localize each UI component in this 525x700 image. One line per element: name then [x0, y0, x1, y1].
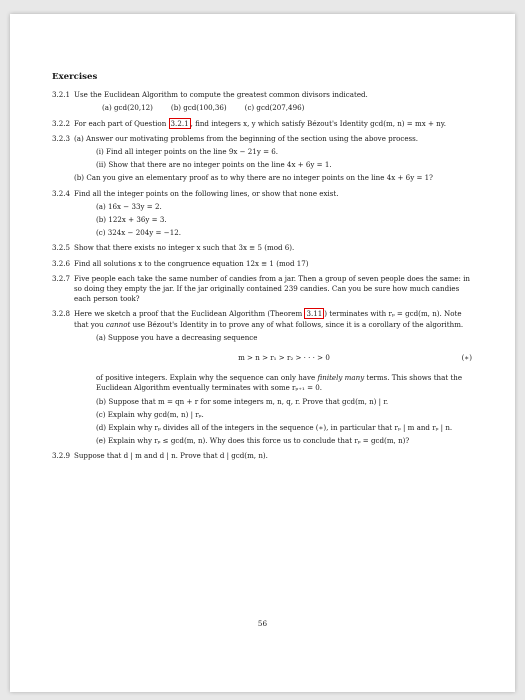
theorem-reference-link[interactable]: 3.11: [306, 309, 323, 319]
exercise-text: Use the Euclidean Algorithm to compute the greatest common divisors indicated.: [74, 90, 368, 100]
document-page: [10, 14, 515, 692]
equation: m > n > r₁ > r₂ > · · · > 0: [238, 353, 330, 363]
text-fragment: For each part of Question: [74, 118, 167, 128]
exercise-number: 3.2.9: [52, 451, 71, 461]
page-number: 56: [257, 619, 268, 628]
exercise-number: 3.2.2: [52, 118, 71, 128]
exercise-3-2-7: [52, 274, 472, 305]
exercise-text: Find all the integer points on the following lines, or show that none exist.: [74, 188, 339, 198]
text-fragment: , find integers x, y which satisfy Bézout's Identity gcd(m, n) = mx + ny.: [190, 118, 447, 128]
question-reference-link[interactable]: 3.2.1: [170, 118, 189, 128]
part-a: (a) Answer our motivating problems from the beginning of the section using the above process.: [74, 133, 419, 143]
exercise-text: [74, 119, 472, 129]
part-c: (c) gcd(207,496): [244, 103, 305, 113]
exercise-text: [74, 309, 472, 329]
exercise-text: Show that there exists no integer x such that 3x ≡ 5 (mod 6).: [74, 243, 295, 253]
section-heading: Exercises: [52, 72, 98, 82]
part-a-i: (i) Find all integer points on the line 9x − 21y = 6.: [96, 147, 279, 157]
exercise-3-2-3: [52, 134, 472, 184]
emphasis-finitely: finitely many: [317, 373, 365, 383]
part-b: (b) gcd(100,36): [170, 103, 227, 113]
exercise-number: 3.2.4: [52, 188, 71, 198]
text-fragment: ) terminates with rₚ = gcd(m, n). Note that you: [74, 309, 462, 329]
text-fragment: Here we sketch a proof that the Euclidean Algorithm (Theorem: [74, 309, 303, 319]
part-d: (d) Explain why rₚ divides all of the integers in the sequence (∗), in particular that rₚ | m and rₚ | n.: [96, 423, 453, 433]
exercise-number: 3.2.7: [52, 273, 71, 283]
text-fragment: use Bézout's Identity in to prove any of what follows, since it is a corollary of the algorithm.: [132, 319, 464, 329]
exercise-text: Suppose that d | m and d | n. Prove that d | gcd(m, n).: [74, 451, 268, 461]
part-b: (b) Suppose that m = qn + r for some integers m, n, q, r. Prove that gcd(m, n) | r.: [96, 396, 389, 406]
exercises-section: [52, 72, 472, 467]
exercise-number: 3.2.1: [52, 90, 71, 100]
exercise-parts: [74, 103, 472, 113]
exercise-number: 3.2.3: [52, 133, 71, 143]
equation-tag: (∗): [461, 353, 472, 363]
part-b: (b) Can you give an elementary proof as to why there are no integer points on the line 4x + 6y = 1?: [74, 173, 433, 183]
part-c: (c) Explain why gcd(m, n) | rₚ.: [96, 409, 204, 419]
display-equation: [96, 353, 472, 363]
exercise-3-2-9: [52, 451, 472, 461]
exercise-3-2-8: [52, 309, 472, 446]
part-c: (c) 324x − 204y = −12.: [96, 228, 181, 238]
part-a: [74, 333, 472, 394]
exercise-text: Find all solutions x to the congruence equation 12x ≡ 1 (mod 17): [74, 258, 309, 268]
text-fragment: of positive integers. Explain why the sequence can only have: [96, 373, 316, 383]
exercise-number: 3.2.5: [52, 243, 71, 253]
part-a: (a) 16x − 33y = 2.: [96, 201, 162, 211]
part-e: (e) Explain why rₚ ≤ gcd(m, n). Why does this force us to conclude that rₚ = gcd(m, n)?: [96, 436, 410, 446]
exercise-number: 3.2.6: [52, 258, 71, 268]
text-fragment: terms. This shows that the Euclidean Algorithm eventually terminates with some rₚ₊₁ = 0.: [96, 373, 463, 393]
exercise-text: Five people each take the same number of candies from a jar. Then a group of seven people does the same: in so doing they empty the jar. If the jar originally contained 239 candies. Can you be sure how much candies each person took?: [74, 273, 470, 304]
emphasis-cannot: cannot: [105, 319, 131, 329]
exercise-3-2-5: [52, 243, 472, 253]
part-a-text: (a) Suppose you have a decreasing sequence: [96, 332, 258, 342]
exercise-3-2-6: [52, 259, 472, 269]
part-b: (b) 122x + 36y = 3.: [96, 215, 167, 225]
exercise-3-2-1: [52, 90, 472, 113]
exercise-3-2-4: [52, 189, 472, 239]
part-a: (a) gcd(20,12): [102, 103, 153, 113]
exercise-3-2-2: [52, 119, 472, 129]
part-a-ii: (ii) Show that there are no integer points on the line 4x + 6y = 1.: [96, 160, 332, 170]
exercise-number: 3.2.8: [52, 309, 71, 319]
